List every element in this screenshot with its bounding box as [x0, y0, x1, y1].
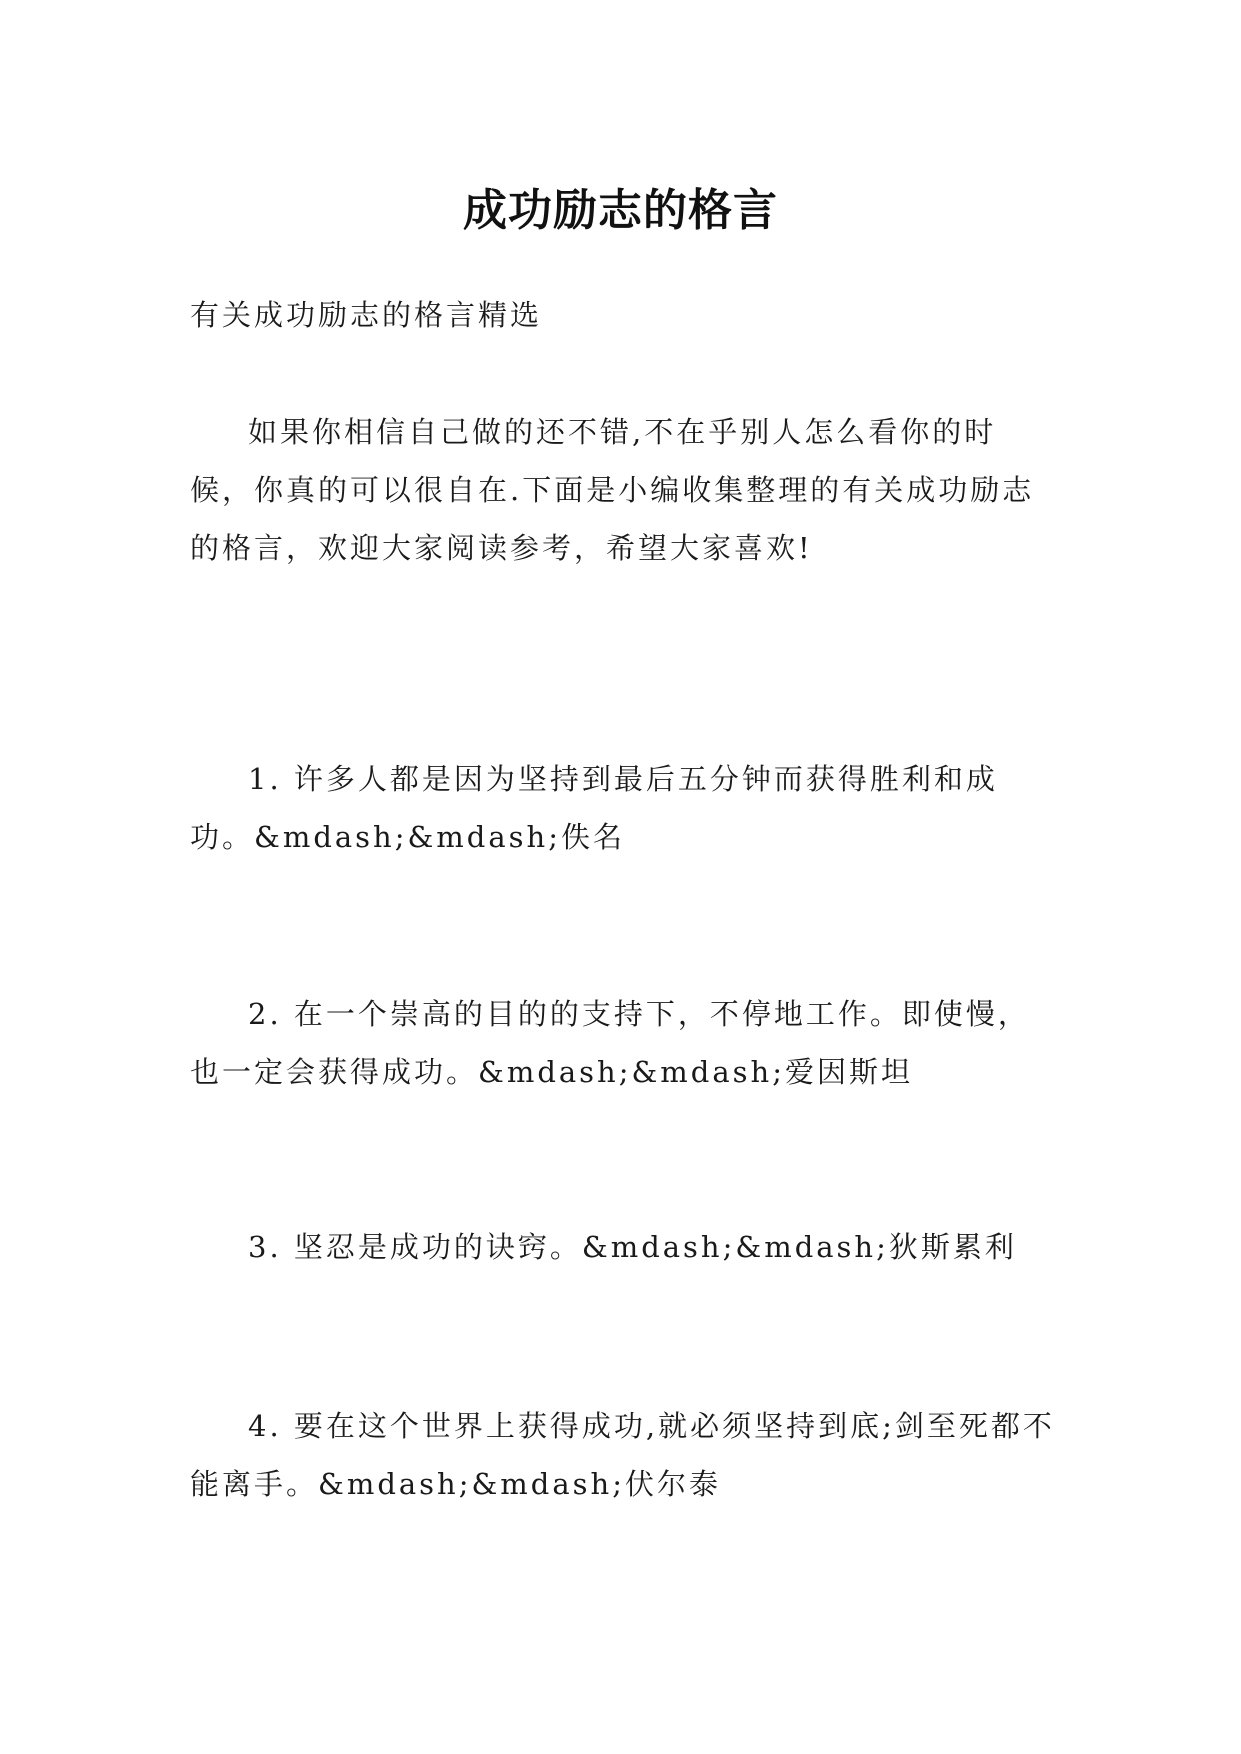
- quote-item: [190, 985, 1055, 1101]
- intro-text: 如果你相信自己做的还不错,不在乎别人怎么看你的时候，你真的可以很自在.下面是小编收集整理的有关成功励志的格言，欢迎大家阅读参考，希望大家喜欢!: [190, 415, 1035, 565]
- intro-paragraph: [190, 403, 1055, 577]
- subtitle-text: 有关成功励志的格言精选: [190, 298, 543, 332]
- subtitle-block: [190, 286, 1055, 344]
- quote-item: [190, 1218, 1055, 1276]
- quote-text: 2. 在一个崇高的目的的支持下，不停地工作。即使慢，也一定会获得成功。&mdash;&mdash;爱因斯坦: [190, 997, 1030, 1089]
- page-title: 成功励志的格言: [463, 185, 778, 237]
- quote-text: 4. 要在这个世界上获得成功,就必须坚持到底;剑至死都不能离手。&mdash;&mdash;伏尔泰: [190, 1409, 1055, 1501]
- quote-text: 1. 许多人都是因为坚持到最后五分钟而获得胜利和成功。&mdash;&mdash;佚名: [190, 762, 998, 854]
- quote-item: [190, 1397, 1055, 1513]
- quote-item: [190, 750, 1055, 866]
- quote-text: 3. 坚忍是成功的诀窍。&mdash;&mdash;狄斯累利: [248, 1230, 1017, 1264]
